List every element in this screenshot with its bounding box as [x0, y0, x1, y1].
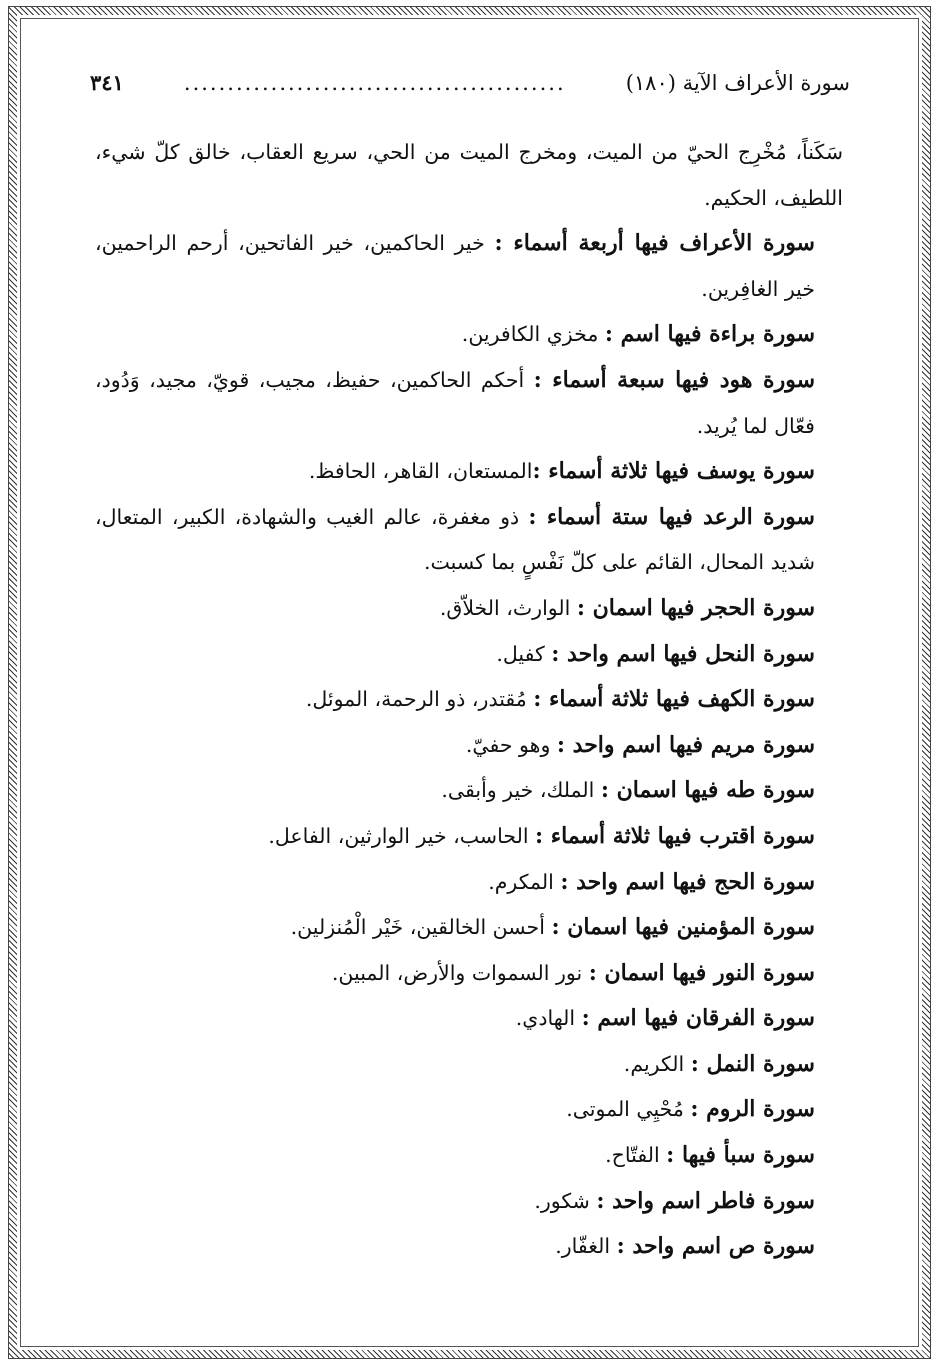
surah-entry-yusuf: [95, 449, 843, 495]
running-header-title: سورة الأعراف الآية (١٨٠): [625, 71, 850, 95]
surah-names: الهادي.: [515, 1006, 582, 1031]
surah-entry-hud: [95, 358, 843, 449]
surah-heading: سورة النحل فيها اسم واحد :: [551, 640, 815, 667]
surah-names: المكرم.: [488, 869, 561, 894]
surah-names: الحاسب، خير الوارثين، الفاعل.: [268, 823, 536, 848]
surah-heading: سورة الرعد فيها ستة أسماء :: [528, 503, 815, 530]
surah-names: الكريم.: [623, 1051, 691, 1076]
surah-entry-an-nur: [95, 951, 843, 997]
surah-heading: سورة ص اسم واحد :: [616, 1233, 815, 1260]
surah-heading: سورة مريم فيها اسم واحد :: [556, 731, 815, 758]
surah-entry-saba: [95, 1133, 843, 1179]
surah-entry-iqtarab: [95, 814, 843, 860]
surah-entry-al-muminin: [95, 905, 843, 951]
surah-heading: سورة الأعراف فيها أربعة أسماء :: [494, 230, 815, 257]
surah-names: الملك، خير وأبقى.: [441, 778, 601, 803]
surah-heading: سورة اقترب فيها ثلاثة أسماء :: [535, 822, 815, 849]
surah-names: مخزي الكافرين.: [461, 322, 605, 347]
surah-heading: سورة فاطر اسم واحد :: [596, 1187, 815, 1214]
surah-heading: سورة يوسف فيها ثلاثة أسماء :: [532, 458, 815, 485]
surah-entry-al-hajj: [95, 860, 843, 906]
surah-entry-baraa: [95, 312, 843, 358]
leader-dots: ............................................: [183, 71, 566, 95]
page-number: ٣٤١: [90, 70, 124, 95]
surah-heading: سورة هود فيها سبعة أسماء :: [533, 366, 816, 393]
running-header: [90, 70, 850, 104]
surah-heading: سورة النمل :: [690, 1050, 815, 1077]
surah-names: شكور.: [534, 1188, 597, 1213]
surah-entry-sad: [95, 1224, 843, 1270]
surah-names: الغفّار.: [555, 1234, 617, 1259]
surah-entry-al-furqan: [95, 996, 843, 1042]
surah-heading: سورة الحج فيها اسم واحد :: [560, 868, 815, 895]
surah-heading: سورة طه فيها اسمان :: [600, 777, 815, 804]
surah-heading: سورة الروم :: [690, 1096, 815, 1123]
surah-entry-al-araf: [95, 221, 843, 312]
surah-heading: سورة الكهف فيها ثلاثة أسماء :: [533, 686, 815, 713]
surah-heading: سورة براءة فيها اسم :: [604, 321, 815, 348]
surah-entry-al-kahf: [95, 677, 843, 723]
surah-names: خير الحاكمين، خير الفاتحين، أرحم الراحمين، خير الغافِرين.: [95, 231, 815, 301]
surah-names: الفتّاح.: [605, 1143, 667, 1168]
surah-entry-an-naml: [95, 1042, 843, 1088]
surah-heading: سورة المؤمنين فيها اسمان :: [551, 914, 815, 941]
surah-entry-al-hijr: [95, 586, 843, 632]
surah-names: مُقتدر، ذو الرحمة، الموئل.: [305, 687, 534, 712]
paragraph-text: سَكَناً، مُخْرِج الحيّ من الميت، ومخرج الميت من الحي، سريع العقاب، خالق كلّ شيء، اللطيف، الحكيم.: [95, 140, 843, 210]
surah-heading: سورة النور فيها اسمان :: [588, 959, 815, 986]
surah-names: ذو مغفرة، عالم الغيب والشهادة، الكبير، المتعال، شديد المحال، القائم على كلّ نَفْسٍ بما كسبت.: [95, 504, 815, 575]
surah-entry-ar-rum: [95, 1087, 843, 1133]
surah-names: المستعان، القاهر، الحافظ.: [308, 459, 533, 484]
surah-entry-fatir: [95, 1179, 843, 1225]
surah-names: كفيل.: [496, 641, 552, 666]
surah-names: أحسن الخالقين، خَيْر الْمُنزلين.: [290, 915, 552, 940]
surah-names: وهو حفيّ.: [465, 732, 557, 757]
surah-heading: سورة الحجر فيها اسمان :: [576, 594, 815, 621]
paragraph-continuation: [95, 130, 843, 221]
surah-entry-maryam: [95, 723, 843, 769]
surah-heading: سورة سبأ فيها :: [666, 1142, 815, 1169]
page-body: [95, 130, 843, 1270]
surah-names: مُحْيِي الموتى.: [566, 1097, 691, 1122]
surah-names: نور السموات والأرض، المبين.: [331, 960, 589, 985]
surah-entry-ar-rad: [95, 495, 843, 586]
surah-entry-an-nahl: [95, 632, 843, 678]
surah-entry-taha: [95, 768, 843, 814]
surah-heading: سورة الفرقان فيها اسم :: [581, 1005, 815, 1032]
surah-names: أحكم الحاكمين، حفيظ، مجيب، قويّ، مجيد، وَدُود، فعّال لما يُريد.: [95, 367, 815, 438]
surah-names: الوارث، الخلاّق.: [439, 595, 577, 620]
